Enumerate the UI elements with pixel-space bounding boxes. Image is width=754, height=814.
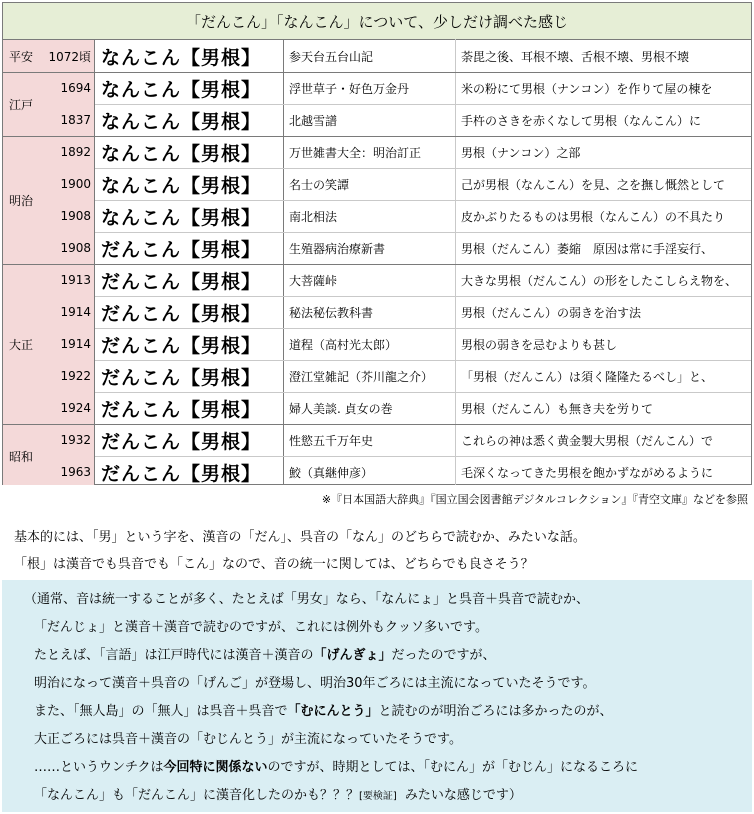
source-title: 万世雑書大全：明治訂正 <box>289 145 422 160</box>
note-line: 明治になって漢音＋呉音の「げんご」が登場し、明治30年ごろには主流になっていたそうです。 <box>34 676 596 691</box>
note-text: のですが、時期としては、「むにん」が「むじん」になるころに <box>267 760 639 775</box>
table-row <box>3 136 751 168</box>
emphasis-text: 今回特に関係ない <box>163 760 268 775</box>
emphasis-text: 「げんぎょ」 <box>313 648 392 663</box>
era-label: 大正 <box>9 338 34 352</box>
table-row <box>3 168 751 200</box>
year: 1892 <box>60 145 91 159</box>
era-label: 明治 <box>9 194 34 208</box>
source-title: 名士の笑譚 <box>289 177 350 192</box>
reading-word: なんこん【男根】 <box>101 46 262 69</box>
source-title: 鮫（真継伸彦） <box>289 465 374 480</box>
quote-text: 男根（だんこん）も無き夫を労りて <box>461 401 654 416</box>
table-row <box>3 40 751 72</box>
quote-text: 「男根（だんこん）は須く隆隆たるべし」と、 <box>461 369 714 384</box>
year: 1922 <box>60 369 91 383</box>
quote-text: 己が男根（なんこん）を見、之を撫し慨然として <box>461 177 726 192</box>
quote-text: これらの神は悉く黄金製大男根（だんこん）で <box>461 433 714 448</box>
reading-word: だんこん【男根】 <box>101 334 262 357</box>
year: 1924 <box>60 401 91 415</box>
reading-word: だんこん【男根】 <box>101 270 262 293</box>
year: 1900 <box>60 177 91 191</box>
year: 1908 <box>60 241 91 255</box>
reading-word: なんこん【男根】 <box>101 174 262 197</box>
quote-text: 皮かぶりたるものは男根（なんこん）の不具たり <box>461 209 726 224</box>
quote-text: 男根（だんこん）の弱きを治す法 <box>461 305 642 320</box>
year: 1932 <box>60 433 91 447</box>
quote-text: 米の粉にて男根（ナンコン）を作りて屋の棟を <box>461 81 713 96</box>
note-line <box>34 700 613 719</box>
note-text: だったのですが、 <box>391 648 496 663</box>
table-row <box>3 264 751 296</box>
table-row <box>3 360 751 392</box>
year: 1908 <box>60 209 91 223</box>
note-line <box>34 784 522 803</box>
reading-word: なんこん【男根】 <box>101 78 262 101</box>
source-title: 生殖器病治療新書 <box>289 241 386 256</box>
source-title: 浮世草子・好色万金丹 <box>289 81 410 96</box>
source-title: 婦人美談. 貞女の巻 <box>289 401 393 416</box>
note-text: 「なんこん」も「だんこん」に漢音化したのかも？？？ <box>34 788 360 803</box>
year: 1694 <box>60 81 91 95</box>
year: 1914 <box>60 337 91 351</box>
note-text: ……というウンチクは <box>34 760 164 775</box>
quote-text: 手杵のさきを赤くなして男根（なんこん）に <box>461 113 702 128</box>
reading-word: なんこん【男根】 <box>101 142 262 165</box>
table-row <box>3 296 751 328</box>
emphasis-text: 「むにんとう」 <box>287 704 379 719</box>
table-row <box>3 392 751 424</box>
kanji-reading-table <box>2 2 752 485</box>
note-text: また、「無人島」の「無人」は呉音＋呉音で <box>34 704 288 719</box>
table-title: 「だんこん」「なんこん」について、少しだけ調べた感じ <box>3 3 751 40</box>
era-label: 昭和 <box>9 450 34 464</box>
source-title: 大菩薩峠 <box>289 273 338 288</box>
quote-text: 大きな男根（だんこん）の形をしたこしらえ物を、 <box>461 273 738 288</box>
reading-word: なんこん【男根】 <box>101 206 262 229</box>
source-title: 澄江堂雑記（芥川龍之介） <box>289 369 434 384</box>
note-line: （通常、音は統一することが多く、たとえば「男女」なら、「なんにょ」と呉音＋呉音で読むか、 <box>24 592 589 607</box>
source-title: 北越雪譜 <box>289 113 338 128</box>
reference-note: ※『日本国語大辞典』『国立国会図書館デジタルコレクション』『青空文庫』などを参照 <box>321 493 748 506</box>
era-label: 江戸 <box>9 98 34 112</box>
reading-word: だんこん【男根】 <box>101 366 262 389</box>
era-label: 平安 <box>9 50 34 64</box>
table-row <box>3 104 751 136</box>
aside-note-box <box>2 580 752 812</box>
note-text: たとえば、「言語」は江戸時代には漢音＋漢音の <box>34 648 314 663</box>
table-row <box>3 328 751 360</box>
source-title: 参天台五台山記 <box>289 49 374 64</box>
paragraph: 「根」は漢音でも呉音でも「こん」なので、音の統一に関しては、どちらでも良さそう？ <box>14 557 534 572</box>
note-line <box>34 756 638 775</box>
reading-word: だんこん【男根】 <box>101 398 262 421</box>
year: 1072頃 <box>48 49 91 64</box>
note-text: と読むのが明治ごろには多かったのが、 <box>378 704 613 719</box>
reading-word: だんこん【男根】 <box>101 302 262 325</box>
reading-word: なんこん【男根】 <box>101 110 262 133</box>
quote-text: 男根（だんこん）萎縮 原因は常に手淫妄行、 <box>461 241 714 256</box>
year: 1837 <box>60 113 91 127</box>
quote-text: 毛深くなってきた男根を飽かずながめるように <box>461 465 714 480</box>
table-row <box>3 72 751 104</box>
table-row <box>3 424 751 456</box>
note-line: 大正ごろには呉音＋漢音の「むじんとう」が主流になっていたそうです。 <box>34 732 462 747</box>
source-title: 南北相法 <box>289 209 338 224</box>
year: 1914 <box>60 305 91 319</box>
reading-word: だんこん【男根】 <box>101 430 262 453</box>
quote-text: 男根の弱きを忌むよりも甚し <box>461 337 618 352</box>
year: 1963 <box>60 465 91 479</box>
paragraph: 基本的には、「男」という字を、漢音の「だん」、呉音の「なん」のどちらで読むか、みたいな話。 <box>14 530 586 545</box>
table-row <box>3 200 751 232</box>
note-line <box>34 644 496 663</box>
year: 1913 <box>60 273 91 287</box>
source-title: 秘法秘伝教科書 <box>289 305 374 320</box>
source-title: 性慾五千万年史 <box>289 433 374 448</box>
quote-text: 男根（ナンコン）之部 <box>461 145 581 160</box>
source-title: 道程（高村光太郎） <box>289 337 398 352</box>
table-row <box>3 456 751 488</box>
note-line: 「だんじょ」と漢音＋漢音で読むのですが、これには例外もクッソ多いです。 <box>34 620 488 635</box>
quote-text: 荼毘之後、耳根不壊、舌根不壊、男根不壊 <box>461 49 690 64</box>
note-text: みたいな感じです） <box>404 788 522 803</box>
verify-tag: [要検証] <box>359 791 397 802</box>
table-row <box>3 232 751 264</box>
reading-word: だんこん【男根】 <box>101 238 262 261</box>
reading-word: だんこん【男根】 <box>101 462 262 485</box>
